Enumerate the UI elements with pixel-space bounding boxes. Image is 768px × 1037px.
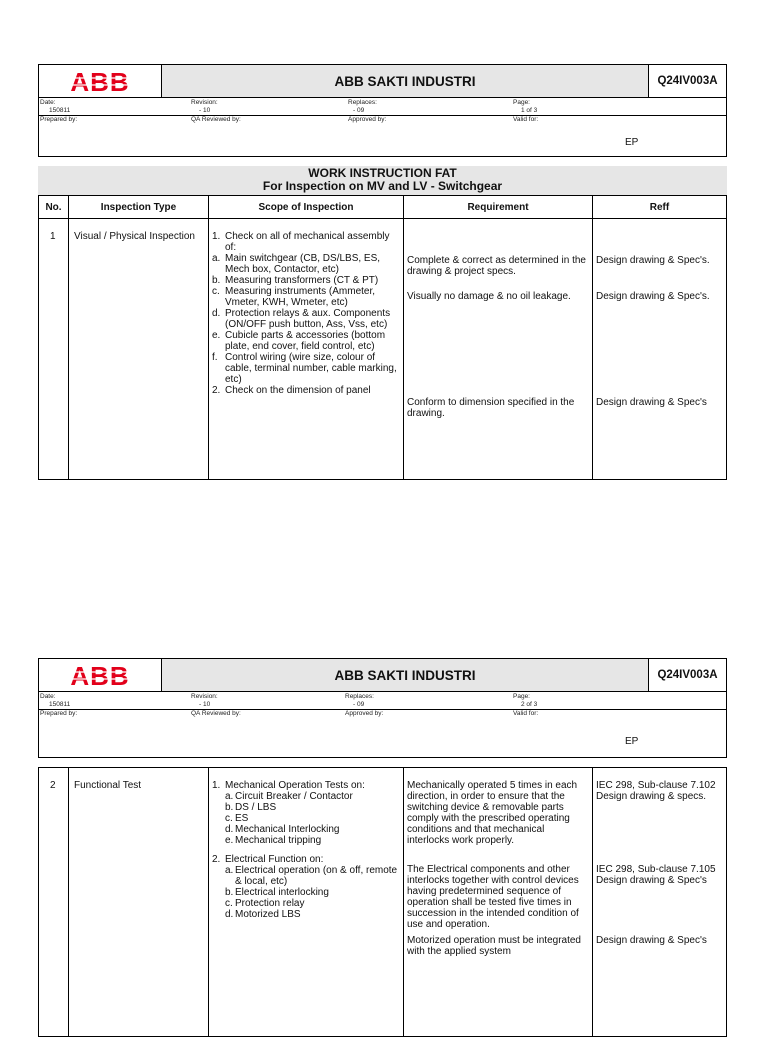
scope-sub-item: c. ES: [225, 813, 249, 824]
page-label: Page:: [513, 693, 530, 700]
row-number: 2: [50, 780, 56, 791]
col-header-scope: Scope of Inspection: [258, 201, 354, 213]
replaces-label: Replaces:: [345, 693, 374, 700]
reff-1: Design drawing & Spec's.: [596, 255, 710, 266]
prepared-by-label: Prepared by:: [40, 116, 78, 123]
approved-by-label: Approved by:: [345, 710, 384, 717]
requirement-1: Mechanically operated 5 times in each direction, in order to ensure that the switching device & removable parts comply with the prescribed operating conditions and that mechanical interlocks work properly.: [407, 780, 578, 846]
date-value: 150811: [49, 701, 71, 708]
company-title: ABB SAKTI INDUSTRI: [162, 659, 649, 691]
document-header: [38, 658, 727, 758]
requirement-2: Visually no damage & no oil leakage.: [407, 291, 571, 302]
document-code: Q24IV003A: [657, 75, 718, 87]
inspection-table-2: [38, 767, 727, 1037]
svg-text:ABB: ABB: [70, 70, 130, 94]
scope-sub-item: e. Mechanical tripping: [225, 835, 322, 846]
scope-sub-item: c. Protection relay: [225, 898, 305, 909]
scope-item: 1. Check on all of mechanical assembly of:: [212, 231, 390, 253]
inspection-table-1: [38, 195, 727, 480]
reff-2: [596, 864, 724, 886]
scope-item: d. Protection relays & aux. Components (ON/OFF push button, Ass, Vss, etc): [212, 308, 391, 330]
page-label: Page:: [513, 99, 530, 106]
work-instruction-title: [38, 166, 727, 195]
col-header-reff: Reff: [649, 201, 670, 213]
reff-3: Design drawing & Spec's: [596, 397, 707, 408]
requirement-3: Motorized operation must be integrated with the applied system: [407, 935, 581, 957]
col-header-inspection-type: Inspection Type: [100, 201, 177, 213]
date-label: Date:: [40, 693, 56, 700]
page-number: 2 of 3: [521, 701, 538, 708]
svg-text:ABB: ABB: [70, 664, 130, 688]
scope-sub-item: b. Electrical interlocking: [225, 887, 329, 898]
reff-line: Design drawing & Spec's: [596, 875, 707, 886]
valid-for-value: EP: [625, 137, 639, 148]
revision-value: - 10: [199, 107, 211, 114]
document-header: [38, 64, 727, 157]
abb-logo: [67, 70, 133, 94]
page-number: 1 of 3: [521, 107, 538, 114]
title-line-1: WORK INSTRUCTION FAT: [308, 166, 457, 180]
logo-cell: [39, 659, 162, 691]
requirement-3: Conform to dimension specified in the drawing.: [407, 397, 575, 419]
scope-heading: 1. Mechanical Operation Tests on:: [212, 780, 365, 791]
date-label: Date:: [40, 99, 56, 106]
qa-reviewed-label: QA Reviewed by:: [191, 116, 241, 123]
replaces-label: Replaces:: [348, 99, 377, 106]
date-value: 150811: [49, 107, 71, 114]
col-header-no: No.: [45, 201, 62, 213]
requirement-1: Complete & correct as determined in the drawing & project specs.: [407, 255, 586, 277]
scope-list: [212, 231, 398, 396]
scope-item: c. Measuring instruments (Ammeter, Vmeter, KWH, Wmeter, etc): [212, 286, 376, 308]
replaces-value: - 09: [353, 701, 365, 708]
abb-logo: [67, 664, 133, 688]
reff-line: IEC 298, Sub-clause 7.105: [596, 864, 716, 875]
revision-label: Revision:: [191, 693, 218, 700]
reff-2: Design drawing & Spec's.: [596, 291, 710, 302]
row-number: 1: [50, 231, 56, 242]
scope-sub-item: a. Circuit Breaker / Contactor: [225, 791, 353, 802]
document-code: Q24IV003A: [657, 669, 718, 681]
company-title: ABB SAKTI INDUSTRI: [162, 65, 649, 97]
scope-item: 2. Check on the dimension of panel: [212, 385, 371, 396]
requirement-2: The Electrical components and other interlocks together with control devices having predetermined sequence of operation shall be tested five times in succession in the intended condition of use and operation.: [407, 864, 579, 930]
reff-1: [596, 780, 724, 802]
scope-list: [212, 780, 398, 920]
valid-for-label: Valid for:: [513, 710, 539, 717]
logo-cell: [39, 65, 162, 97]
valid-for-label: Valid for:: [513, 116, 539, 123]
header-top-row: [39, 65, 726, 98]
scope-sub-item: b. DS / LBS: [225, 802, 277, 813]
scope-item: f. Control wiring (wire size, colour of cable, terminal number, cable marking, etc): [212, 352, 397, 385]
revision-label: Revision:: [191, 99, 218, 106]
col-header-requirement: Requirement: [467, 201, 529, 213]
inspection-type: Visual / Physical Inspection: [74, 231, 195, 242]
reff-line: Design drawing & specs.: [596, 791, 707, 802]
title-line-2: For Inspection on MV and LV - Switchgear: [262, 179, 503, 193]
reff-line: IEC 298, Sub-clause 7.102: [596, 780, 716, 791]
approved-by-label: Approved by:: [348, 116, 387, 123]
header-top-row: [39, 659, 726, 692]
scope-item: e. Cubicle parts & accessories (bottom plate, end cover, field control, etc): [212, 330, 386, 352]
scope-item: b. Measuring transformers (CT & PT): [212, 275, 379, 286]
scope-sub-item: d. Motorized LBS: [225, 909, 301, 920]
revision-value: - 10: [199, 701, 211, 708]
qa-reviewed-label: QA Reviewed by:: [191, 710, 241, 717]
scope-sub-item: d. Mechanical Interlocking: [225, 824, 340, 835]
inspection-type: Functional Test: [74, 780, 142, 791]
scope-sub-item: a. Electrical operation (on & off, remote & local, etc): [225, 865, 398, 887]
scope-item: a. Main switchgear (CB, DS/LBS, ES, Mech box, Contactor, etc): [212, 253, 381, 275]
scope-heading: 2. Electrical Function on:: [212, 854, 324, 865]
reff-3: Design drawing & Spec's: [596, 935, 707, 946]
prepared-by-label: Prepared by:: [40, 710, 78, 717]
valid-for-value: EP: [625, 736, 639, 747]
replaces-value: - 09: [353, 107, 365, 114]
